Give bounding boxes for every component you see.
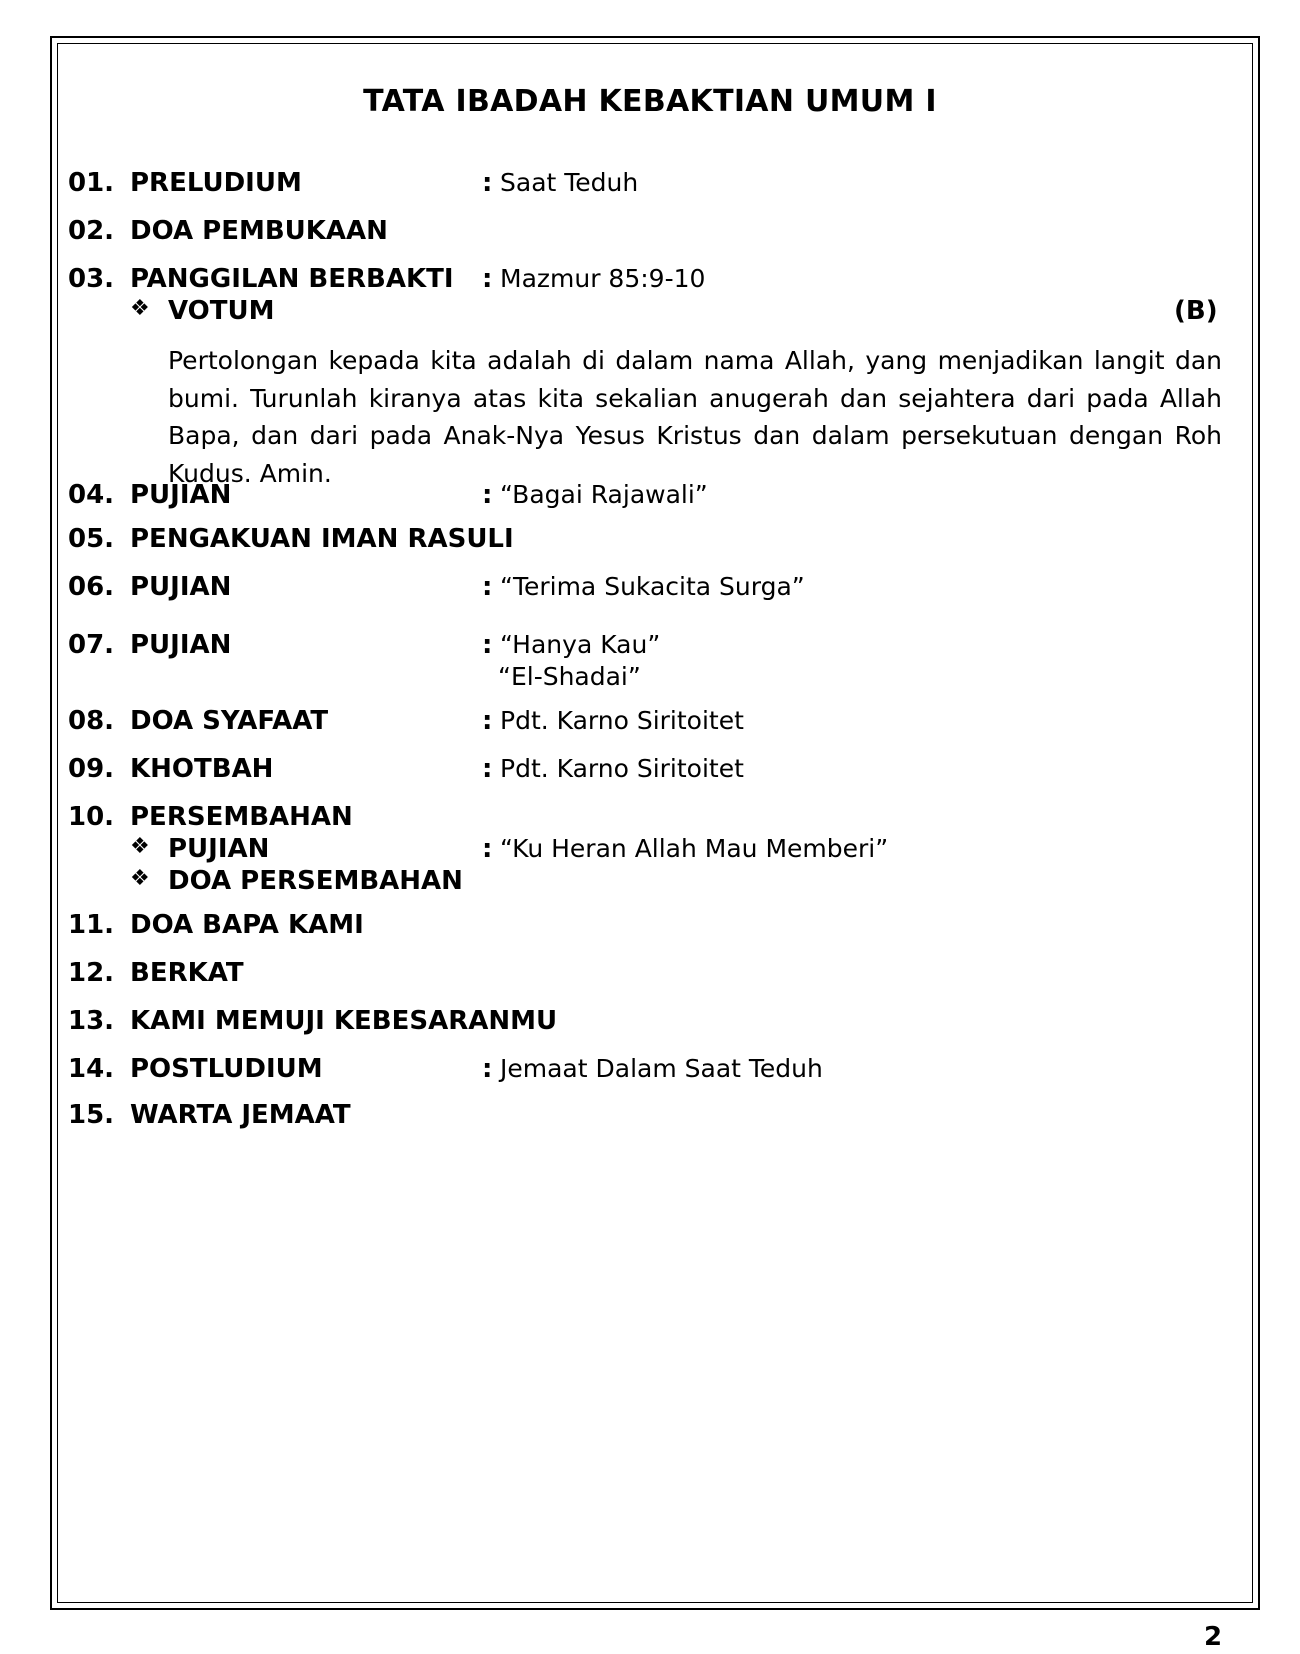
item-number: 09. [68, 754, 115, 784]
sub-item-label: VOTUM [168, 296, 275, 326]
item-number: 10. [68, 802, 115, 832]
item-number: 04. [68, 480, 115, 510]
item-value: “Terima Sukacita Surga” [500, 572, 805, 601]
item-colon: : [482, 168, 493, 198]
item-label: DOA BAPA KAMI [130, 910, 364, 940]
sub-item-label: DOA PERSEMBAHAN [168, 866, 463, 896]
item-number: 15. [68, 1100, 115, 1130]
item-label: PRELUDIUM [130, 168, 302, 198]
item-number: 08. [68, 706, 115, 736]
diamond-bullet-icon: ❖ [130, 834, 150, 859]
item-value: Saat Teduh [500, 168, 639, 197]
item-number: 12. [68, 958, 115, 988]
item-number: 07. [68, 630, 115, 660]
item-label: POSTLUDIUM [130, 1054, 323, 1084]
item-colon: : [482, 706, 493, 736]
item-value: Pdt. Karno Siritoitet [500, 754, 744, 783]
item-number: 14. [68, 1054, 115, 1084]
item-number: 13. [68, 1006, 115, 1036]
item-number: 03. [68, 264, 115, 294]
item-colon: : [482, 630, 493, 660]
item-label: PUJIAN [130, 480, 232, 510]
item-colon: : [482, 1054, 493, 1084]
item-number: 06. [68, 572, 115, 602]
item-colon: : [482, 480, 493, 510]
item-label: PERSEMBAHAN [130, 802, 353, 832]
item-colon: : [482, 264, 493, 294]
item-value: “Hanya Kau” [500, 630, 661, 659]
item-value: “Bagai Rajawali” [500, 480, 708, 509]
sub-item-label: PUJIAN [168, 834, 270, 864]
item-label: DOA SYAFAAT [130, 706, 329, 736]
item-number: 11. [68, 910, 115, 940]
item-label: DOA PEMBUKAAN [130, 216, 388, 246]
responder-mark: (B) [1174, 296, 1218, 326]
item-number: 01. [68, 168, 115, 198]
item-label: PANGGILAN BERBAKTI [130, 264, 454, 294]
item-value: Pdt. Karno Siritoitet [500, 706, 744, 735]
item-label: PENGAKUAN IMAN RASULI [130, 524, 514, 554]
page-title: TATA IBADAH KEBAKTIAN UMUM I [363, 84, 937, 119]
item-label: WARTA JEMAAT [130, 1100, 351, 1130]
item-label: PUJIAN [130, 572, 232, 602]
diamond-bullet-icon: ❖ [130, 296, 150, 321]
item-label: KHOTBAH [130, 754, 274, 784]
item-label: KAMI MEMUJI KEBESARANMU [130, 1006, 558, 1036]
item-number: 02. [68, 216, 115, 246]
item-colon: : [482, 572, 493, 602]
item-value: Jemaat Dalam Saat Teduh [500, 1054, 823, 1083]
item-label: PUJIAN [130, 630, 232, 660]
item-value: “Ku Heran Allah Mau Memberi” [500, 834, 889, 863]
diamond-bullet-icon: ❖ [130, 866, 150, 891]
item-number: 05. [68, 524, 115, 554]
item-value: Mazmur 85:9-10 [500, 264, 706, 293]
item-value-secondary: “El-Shadai” [498, 662, 641, 691]
votum-text: Pertolongan kepada kita adalah di dalam nama Allah, yang menjadikan langit dan bumi. Turunlah kiranya atas kita sekalian anugerah dan sejahtera dari pada Allah Bapa, dan dari pada Anak-Nya Yesus Kristus dan dalam persekutuan dengan Roh Kudus. Amin. [168, 346, 1222, 488]
item-label: BERKAT [130, 958, 244, 988]
item-colon: : [482, 754, 493, 784]
page-number: 2 [1204, 1622, 1223, 1652]
item-colon: : [482, 834, 493, 864]
